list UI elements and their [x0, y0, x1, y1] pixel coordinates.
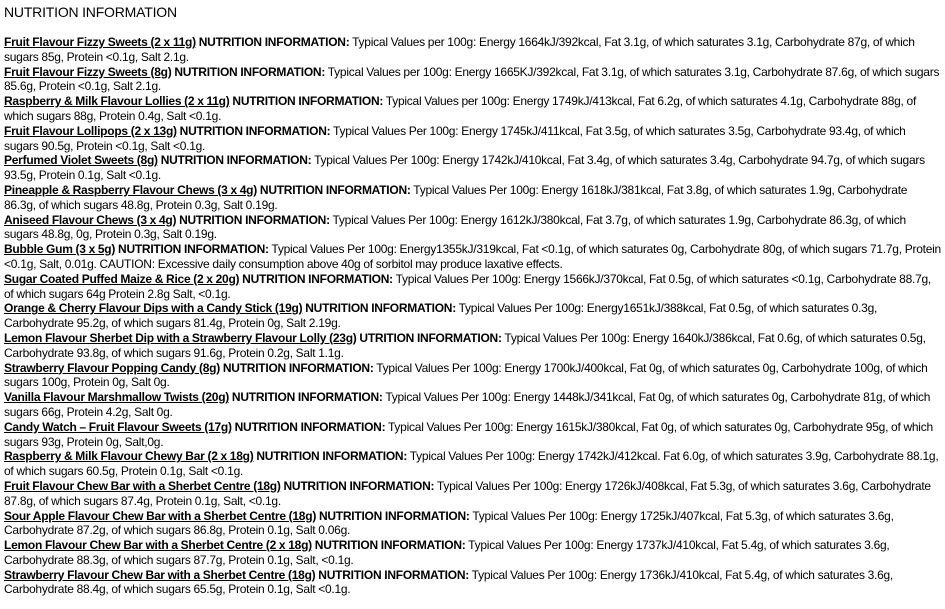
product-name: Lemon Flavour Chew Bar with a Sherbet Centre (2 x 18g)	[4, 538, 312, 553]
section-label: NUTRITION INFORMATION:	[239, 271, 393, 286]
section-label: NUTRITION INFORMATION:	[316, 508, 470, 523]
product-name: Strawberry Flavour Popping Candy (8g)	[4, 360, 220, 375]
section-label: NUTRITION INFORMATION:	[171, 64, 326, 79]
product-name: Candy Watch – Fruit Flavour Sweets (17g)	[4, 419, 232, 434]
nutrition-values: Typical Values Per 100g: Energy 1745kJ/411kcal, Fat 3.5g, of which saturates 3.5g, Carbohydrate 93.4g, of which sugars 90.5g, Protein <0.1g, Salt <0.1g.	[4, 123, 906, 153]
product-name: Fruit Flavour Lollipops (2 x 13g)	[4, 123, 177, 138]
nutrition-values: Typical Values Per 100g: Energy 1612kJ/380kcal, Fat 3.7g, of which saturates 1.9g, Carbohydrate 86.3g, of which sugars 48.8g, 0g, Protein 0.3g, Salt 0.19g.	[4, 212, 906, 242]
nutrition-entry	[4, 420, 941, 450]
nutrition-entry	[4, 538, 941, 568]
page-title: NUTRITION INFORMATION	[4, 4, 177, 20]
nutrition-entry	[4, 65, 941, 95]
product-name: Orange & Cherry Flavour Dips with a Candy Stick (19g)	[4, 301, 303, 316]
nutrition-values: Typical Values Per 100g: Energy 1742kJ/412kcal. Fat 6.0g, of which saturates 3.9g, Carbohydrate 88.1g, of which sugars 60.5g, Protein 0.1g, Salt <0.1g.	[4, 449, 939, 479]
product-name: Raspberry & Milk Flavour Chewy Bar (2 x 18g)	[4, 449, 254, 464]
nutrition-values: Typical Values Per 100g: Energy 1448kJ/341kcal, Fat 0g, of which saturates 0g, Carbohydrate 81g, of which sugars 66g, Protein 4.2g, Salt 0g.	[4, 390, 931, 419]
section-label: NUTRITION INFORMATION:	[157, 153, 312, 168]
product-name: Sugar Coated Puffed Maize & Rice (2 x 20g)	[4, 271, 240, 286]
section-label: NUTRITION INFORMATION:	[280, 478, 435, 493]
nutrition-entry	[4, 301, 941, 331]
nutrition-values: Typical Values Per 100g: Energy 1742kJ/410kcal, Fat 3.4g, of which saturates 3.4g, Carbohydrate 94.7g, of which sugars 93.5g, Protein 0.1g, Salt <0.1g.	[4, 153, 925, 183]
nutrition-entry	[4, 361, 941, 391]
section-label: NUTRITION INFORMATION:	[253, 449, 408, 464]
nutrition-values: Typical Values Per 100g: Energy 1615kJ/380kcal, Fat 0g, of which saturates 0g, Carbohydrate 95g, of which sugars 93g, Protein 0g, Salt,0g.	[4, 419, 933, 449]
nutrition-values: Typical Values per 100g: Energy 1665KJ/392kcal, Fat 3.1g, of which saturates 3.1g, Carbohydrate 87.6g, of which sugars 85.6g, Protein <0.1g, Salt 2.1g.	[4, 64, 940, 94]
nutrition-entry	[4, 568, 941, 598]
nutrition-entry	[4, 390, 941, 420]
nutrition-values: Typical Values Per 100g: Energy1355kJ/319kcal, Fat <0.1g, of which saturates 0g, Carbohydrate 80g, of which sugars 71.7g, Protein <0.1g, Salt, 0.01g. CAUTION: Excessive daily consumption above 40g of sorbitol may produce laxative effects.	[4, 242, 941, 271]
section-label: NUTRITION INFORMATION:	[315, 567, 470, 582]
nutrition-values: Typical Values Per 100g: Energy 1618kJ/381kcal, Fat 3.8g, of which saturates 1.9g, Carbohydrate 86.3g, of which sugars 48.8g, Protein 0.3g, Salt 0.19g.	[4, 182, 908, 212]
product-name: Fruit Flavour Chew Bar with a Sherbet Centre (18g)	[4, 478, 281, 493]
section-label: NUTRITION INFORMATION:	[229, 94, 384, 109]
product-name: Pineapple & Raspberry Flavour Chews (3 x 4g)	[4, 182, 258, 197]
nutrition-entry	[4, 213, 941, 243]
nutrition-values: Typical Values Per 100g: Energy 1700kJ/400kcal, Fat 0g, of which saturates 0g, Carbohydrate 100g, of which sugars 100g, Protein 0g, Salt 0g.	[4, 360, 928, 390]
product-name: Perfumed Violet Sweets (8g)	[4, 153, 158, 168]
nutrition-values: Typical Values Per 100g: Energy 1725kJ/407kcal, Fat 5.3g, of which saturates 3.6g, Carbohydrate 87.2g, of which sugars 86.8g, Protein 0.1g, Salt 0.06g.	[4, 508, 894, 538]
product-name: Lemon Flavour Sherbet Dip with a Strawberry Flavour Lolly (23g)	[4, 330, 357, 345]
section-label: NUTRITION INFORMATION:	[195, 35, 350, 49]
product-name: Sour Apple Flavour Chew Bar with a Sherbet Centre (18g)	[4, 508, 317, 523]
product-name: Strawberry Flavour Chew Bar with a Sherbet Centre (18g)	[4, 567, 316, 582]
product-name: Vanilla Flavour Marshmallow Twists (20g)	[4, 390, 230, 405]
nutrition-entry-list	[4, 35, 941, 597]
nutrition-entry	[4, 35, 941, 65]
nutrition-values: Typical Values Per 100g: Energy1651kJ/388kcal, Fat 0.5g, of which saturates 0.3g, Carbohydrate 95.2g, of which sugars 81.4g, Protein 0g, Salt 2.19g.	[4, 301, 878, 331]
section-label: NUTRITION INFORMATION:	[302, 301, 456, 316]
nutrition-entry	[4, 479, 941, 509]
product-name: Bubble Gum (3 x 5g)	[4, 242, 116, 257]
product-name: Fruit Flavour Fizzy Sweets (2 x 11g)	[4, 35, 196, 49]
nutrition-entry	[4, 153, 941, 183]
product-name: Raspberry & Milk Flavour Lollies (2 x 11g)	[4, 94, 230, 109]
nutrition-entry	[4, 331, 941, 361]
nutrition-values: Typical Values Per 100g: Energy 1726kJ/408kcal, Fat 5.3g, of which saturates 3.6g, Carbohydrate 87.8g, of which sugars 87.4g, Protein 0.1g, Salt, <0.1g.	[4, 478, 931, 508]
nutrition-entry	[4, 94, 941, 124]
product-name: Aniseed Flavour Chews (3 x 4g)	[4, 212, 177, 227]
section-label: NUTRITION INFORMATION:	[219, 360, 374, 375]
section-label: NUTRITION INFORMATION:	[231, 419, 386, 434]
section-label: NUTRITION INFORMATION:	[176, 212, 330, 227]
nutrition-entry	[4, 449, 941, 479]
nutrition-values: Typical Values Per 100g: Energy 1736kJ/410kcal, Fat 5.4g, of which saturates 3.6g, Carbohydrate 88.4g, of which sugars 65.5g, Protein 0.1g, Salt <0.1g.	[4, 567, 894, 597]
product-name: Fruit Flavour Fizzy Sweets (8g)	[4, 64, 172, 79]
nutrition-entry	[4, 509, 941, 539]
section-label: UTRITION INFORMATION:	[356, 330, 502, 345]
nutrition-entry	[4, 242, 941, 272]
section-label: NUTRITION INFORMATION:	[115, 242, 269, 257]
section-label: NUTRITION INFORMATION:	[176, 123, 331, 138]
nutrition-values: Typical Values per 100g: Energy 1664kJ/392kcal, Fat 3.1g, of which saturates 3.1g, Carbohydrate 87g, of which sugars 85g, Protein <0.1g, Salt 2.1g.	[4, 35, 915, 64]
nutrition-values: Typical Values per 100g: Energy 1749kJ/413kcal, Fat 6.2g, of which saturates 4.1g, Carbohydrate 88g, of which sugars 88g, Protein 0.4g, Salt <0.1g.	[4, 94, 917, 123]
nutrition-values: Typical Values Per 100g: Energy 1737kJ/410kcal, Fat 5.4g, of which saturates 3.6g, Carbohydrate 88.3g, of which sugars 87.7g, Protein 0.1g, Salt, <0.1g.	[4, 538, 890, 567]
nutrition-entry	[4, 183, 941, 213]
nutrition-values: Typical Values Per 100g: Energy 1566kJ/370kcal, Fat 0.5g, of which saturates <0.1g, Carbohydrate 88.7g, of which sugars 64g Protein 2.8g Salt, <0.1g.	[4, 271, 932, 301]
nutrition-entry	[4, 124, 941, 154]
section-label: NUTRITION INFORMATION:	[257, 182, 411, 197]
section-label: NUTRITION INFORMATION:	[229, 390, 383, 405]
nutrition-entry	[4, 272, 941, 302]
nutrition-values: Typical Values Per 100g: Energy 1640kJ/386kcal, Fat 0.6g, of which saturates 0.5g, Carbohydrate 93.8g, of which sugars 91.6g, Protein 0.2g, Salt 1.1g.	[4, 330, 926, 360]
section-label: NUTRITION INFORMATION:	[311, 538, 466, 553]
